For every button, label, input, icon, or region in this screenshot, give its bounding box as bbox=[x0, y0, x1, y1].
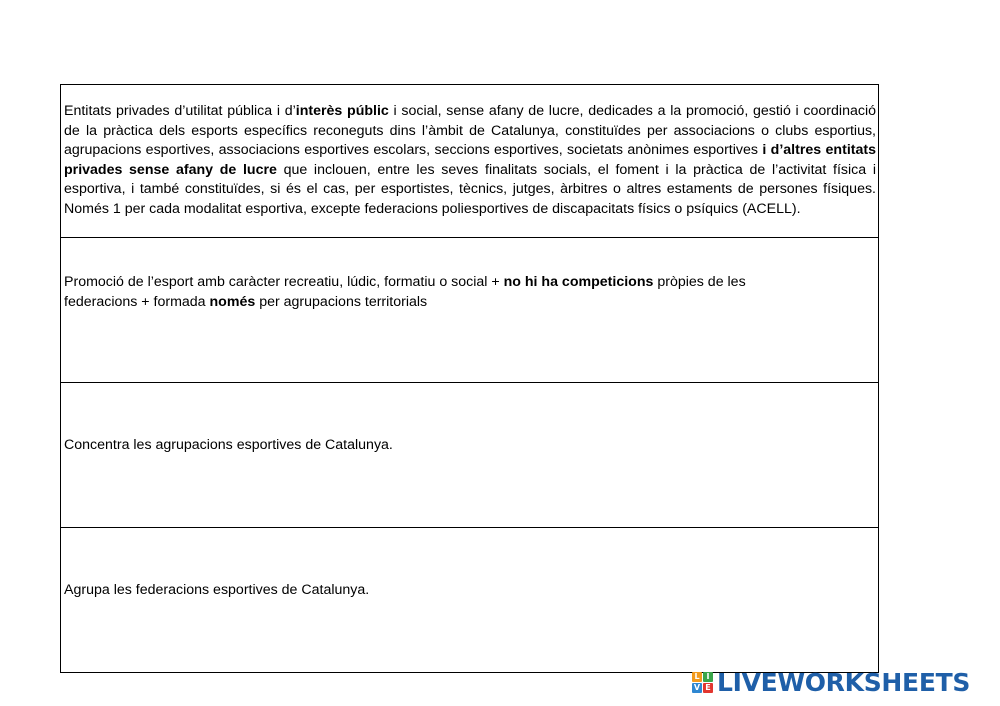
liveworksheets-logo bbox=[692, 667, 970, 697]
definition-row-3 bbox=[61, 383, 878, 528]
logo-letter-e: E bbox=[703, 683, 713, 693]
definition-text-1: Entitats privades d’utilitat pública i d’interès públic i social, sense afany de lucre, dedicades a la promoció, gestió i coordinació de la pràctica dels esports específics reconeguts dins l’àmbit de Catalunya, constituïdes per associacions o clubs esportius, agrupacions esportives, associacions esportives escolars, seccions esportives, societats anònimes esportives i d’altres entitats privades sense afany de lucre que inclouen, entre les seves finalitats socials, el foment i la pràctica de l’activitat física i esportiva, i també constituïdes, si és el cas, per esportistes, tècnics, jutges, àrbitres o altres estaments de persones físiques. Només 1 per cada modalitat esportiva, excepte federacions poliesportives de discapacitats físics o psíquics (ACELL). bbox=[64, 103, 876, 217]
definitions-table bbox=[60, 84, 879, 673]
logo-letter-v: V bbox=[693, 683, 701, 692]
definition-row-2 bbox=[61, 238, 878, 383]
definition-row-4 bbox=[61, 528, 878, 672]
liveworksheets-wordmark: LIVEWORKSHEETS bbox=[717, 667, 971, 697]
definition-row-1 bbox=[61, 85, 878, 238]
liveworksheets-icon bbox=[692, 672, 713, 693]
definition-text-2: Promoció de l’esport amb caràcter recreatiu, lúdic, formatiu o social + no hi ha competicions pròpies de les federacions + formada només per agrupacions territorials bbox=[64, 274, 746, 310]
logo-letter-i: I bbox=[703, 672, 713, 682]
logo-letter-l: L bbox=[692, 672, 702, 682]
definition-text-4: Agrupa les federacions esportives de Catalunya. bbox=[64, 582, 370, 598]
definition-text-3: Concentra les agrupacions esportives de Catalunya. bbox=[64, 437, 393, 453]
